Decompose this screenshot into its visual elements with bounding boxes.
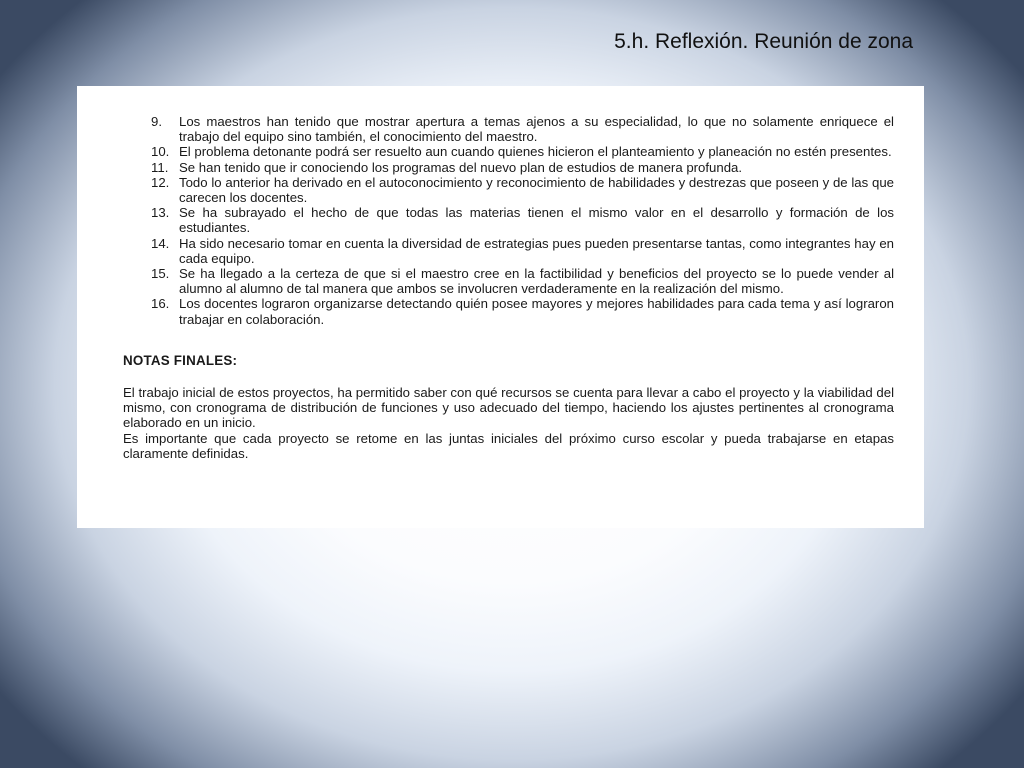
- item-number: 15.: [151, 266, 170, 282]
- item-text: Se ha subrayado el hecho de que todas las materias tienen el mismo valor en el desarrollo y formación de los estudiantes.: [179, 205, 894, 236]
- list-item: [151, 160, 894, 175]
- list-item: [151, 266, 894, 296]
- list-item: [151, 296, 894, 326]
- notes-heading: NOTAS FINALES:: [123, 352, 238, 368]
- item-number: 13.: [151, 205, 170, 221]
- item-text: Todo lo anterior ha derivado en el autoconocimiento y reconocimiento de habilidades y destrezas que poseen y de las que carecen los docentes.: [179, 174, 894, 206]
- notes-paragraph: Es importante que cada proyecto se retome en las juntas iniciales del próximo curso escolar y pueda trabajarse en etapas claramente definidas.: [123, 430, 894, 461]
- list-item: [151, 114, 894, 144]
- item-text: Se han tenido que ir conociendo los programas del nuevo plan de estudios de manera profunda.: [179, 159, 743, 175]
- reflection-list: [123, 114, 894, 327]
- item-number: 11.: [151, 159, 169, 175]
- list-item: [151, 144, 894, 159]
- item-number: 14.: [151, 235, 170, 251]
- list-item: [151, 175, 894, 205]
- notes-body: [123, 385, 894, 461]
- document-image: [77, 86, 924, 528]
- list-item: [151, 205, 894, 235]
- item-text: Ha sido necesario tomar en cuenta la diversidad de estrategias pues pueden presentarse tantas, como integrantes hay en cada equipo.: [179, 235, 894, 266]
- item-text: Los maestros han tenido que mostrar apertura a temas ajenos a su especialidad, lo que no solamente enriquece el trabajo del equipo sino también, el conocimiento del maestro.: [179, 114, 894, 145]
- slide-title: 5.h. Reflexión. Reunión de zona: [614, 30, 913, 53]
- item-text: Los docentes lograron organizarse detectando quién posee mayores y mejores habilidades para cada tema y así lograron trabajar en colaboración.: [179, 296, 894, 327]
- item-number: 12.: [151, 174, 170, 190]
- item-text: El problema detonante podrá ser resuelto aun cuando quienes hicieron el planteamiento y planeación no estén presentes.: [179, 144, 892, 160]
- item-number: 10.: [151, 144, 170, 160]
- list-item: [151, 236, 894, 266]
- item-number: 9.: [151, 114, 162, 129]
- item-text: Se ha llegado a la certeza de que si el maestro cree en la factibilidad y beneficios del proyecto se lo puede vender al alumno al alumno de tal manera que ambos se involucren verdaderamente en la realización del mismo.: [179, 266, 894, 297]
- item-number: 16.: [151, 296, 170, 312]
- notes-paragraph: El trabajo inicial de estos proyectos, ha permitido saber con qué recursos se cuenta para llevar a cabo el proyecto y la viabilidad del mismo, con cronograma de distribución de funciones y uso adecuado del tiempo, haciendo los ajustes pertinentes al cronograma elaborado en un inicio.: [123, 385, 894, 431]
